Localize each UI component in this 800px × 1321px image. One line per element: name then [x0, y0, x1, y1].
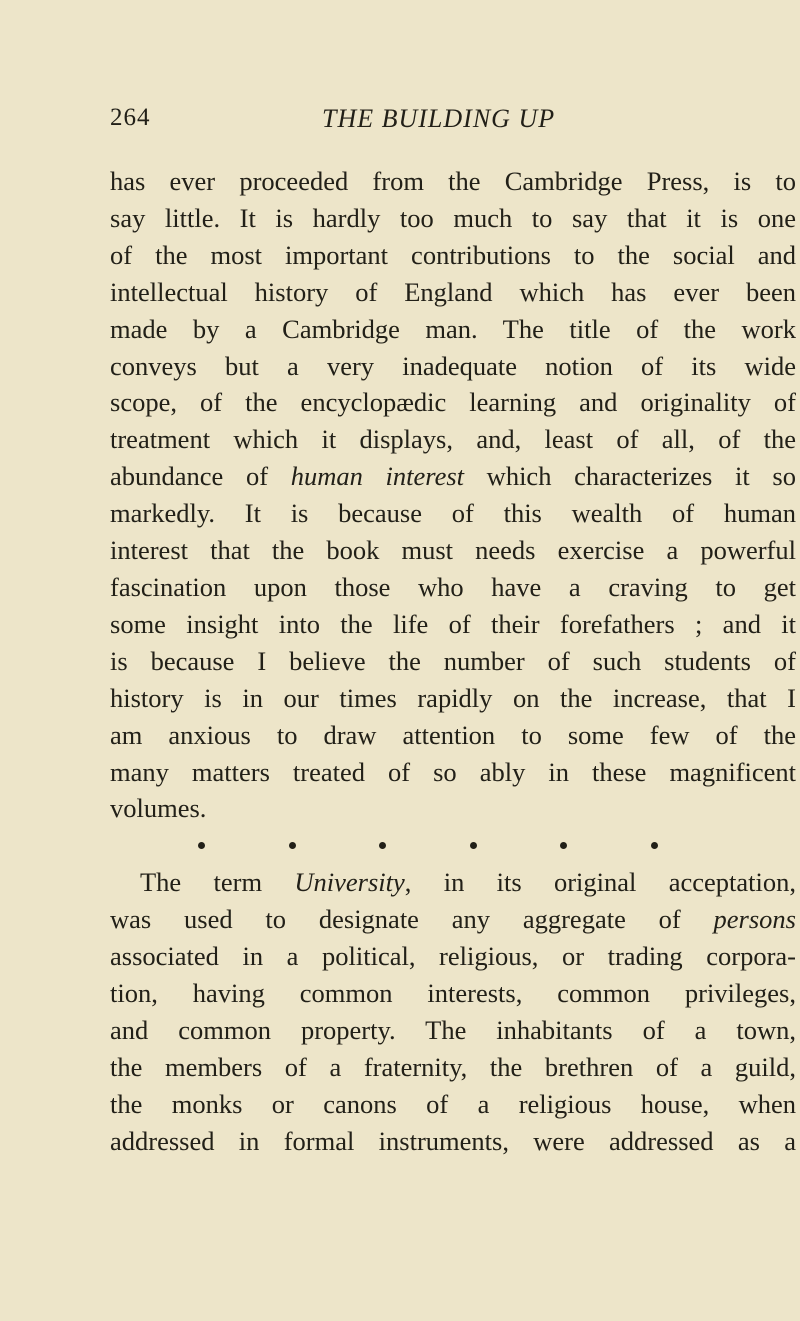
- dot-ornament: [379, 842, 386, 849]
- text-line: of the most important contributions to the social and: [110, 239, 796, 270]
- page-number: 264: [110, 104, 151, 131]
- text-segment: The term: [140, 867, 295, 898]
- text-line: [110, 901, 796, 938]
- text-line: am anxious to draw attention to some few of the: [110, 719, 796, 750]
- text-line: many matters treated of so ably in these magnificent: [110, 756, 796, 787]
- text-line: volumes.: [110, 793, 207, 824]
- text-line: has ever proceeded from the Cambridge Press, is to: [110, 166, 796, 196]
- text-segment: which characterizes it so: [464, 461, 796, 492]
- text-line: some insight into the life of their forefathers ; and it: [110, 608, 796, 639]
- text-line: addressed in formal instruments, were addressed as a: [110, 1125, 796, 1156]
- text-segment: was used to designate any aggregate of: [110, 904, 714, 935]
- text-line: history is in our times rapidly on the increase, that I: [110, 682, 796, 713]
- text-line: tion, having common interests, common privileges,: [110, 977, 796, 1008]
- text-line: and common property. The inhabitants of a town,: [110, 1014, 796, 1045]
- running-head: THE BUILDING UP: [322, 104, 556, 133]
- text-line: say little. It is hardly too much to say that it is one: [110, 202, 796, 233]
- text-line: made by a Cambridge man. The title of the work: [110, 313, 796, 344]
- text-line: is because I believe the number of such students of: [110, 645, 796, 676]
- paragraph-1: [110, 163, 796, 827]
- text-line: the monks or canons of a religious house, when: [110, 1088, 796, 1119]
- emphasis: persons: [713, 904, 796, 935]
- text-line: fascination upon those who have a craving to get: [110, 571, 796, 602]
- dot-ornament: [289, 842, 296, 849]
- text-segment: abundance of: [110, 461, 291, 492]
- dot-ornament: [198, 842, 205, 849]
- text-segment: , in its original acceptation,: [404, 867, 796, 898]
- paragraph-2: [110, 864, 796, 1159]
- text-line: interest that the book must needs exercise a powerful: [110, 535, 796, 566]
- section-break-dots: [198, 827, 658, 864]
- dot-ornament: [651, 842, 658, 849]
- emphasis: University: [294, 867, 405, 898]
- text-line: treatment which it displays, and, least of all, of the: [110, 424, 796, 455]
- text-line: markedly. It is because of this wealth of human: [110, 498, 796, 529]
- body-text: [110, 163, 796, 1159]
- text-line: conveys but a very inadequate notion of its wide: [110, 350, 796, 381]
- text-line: associated in a political, religious, or trading corpora-: [110, 941, 796, 972]
- text-line: scope, of the encyclopædic learning and originality of: [110, 387, 796, 418]
- dot-ornament: [470, 842, 477, 849]
- dot-ornament: [560, 842, 567, 849]
- text-line: [110, 864, 796, 901]
- text-line: the members of a fraternity, the brethren of a guild,: [110, 1051, 796, 1082]
- emphasis: human interest: [290, 461, 465, 492]
- text-line: intellectual history of England which has ever been: [110, 276, 796, 307]
- page-header: [110, 104, 770, 140]
- text-line: [110, 458, 796, 495]
